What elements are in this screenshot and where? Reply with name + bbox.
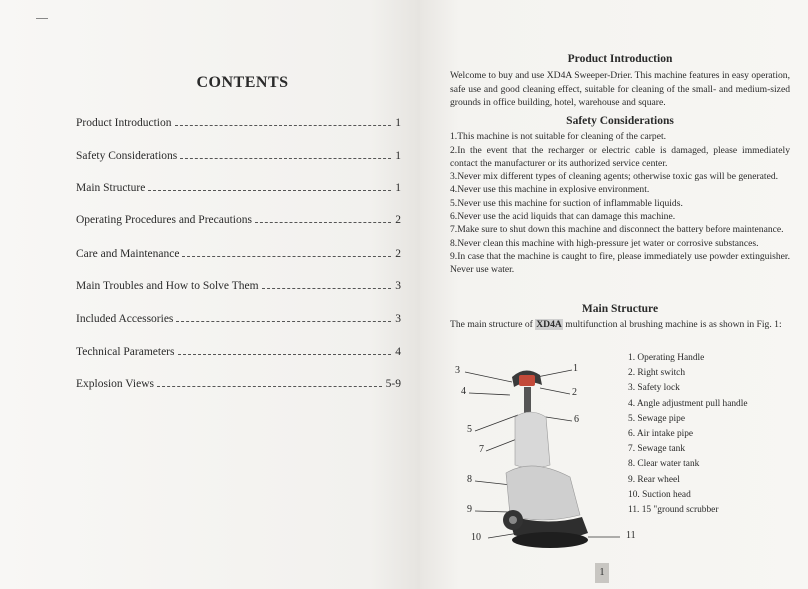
toc-page: 2 <box>395 214 401 226</box>
toc-row[interactable] <box>76 248 401 260</box>
parts-item: 1. Operating Handle <box>628 353 705 363</box>
toc-row[interactable] <box>76 280 401 292</box>
callout-1: 1 <box>573 363 578 374</box>
callout-11: 11 <box>626 530 636 541</box>
toc-page: 1 <box>395 150 401 162</box>
toc-row[interactable] <box>76 117 401 129</box>
toc-page: 4 <box>395 346 401 358</box>
leader-line-6 <box>546 417 572 421</box>
structure-text-post: multifunction al brushing machine is as shown in Fig. 1: <box>562 319 782 331</box>
toc-leader <box>175 125 392 126</box>
parts-item: 7. Sewage tank <box>628 444 686 455</box>
toc-row[interactable] <box>76 182 401 194</box>
toc-leader <box>148 190 391 191</box>
toc-leader <box>262 288 392 289</box>
callout-7: 7 <box>479 444 484 455</box>
toc-page: 1 <box>395 117 401 129</box>
callout-2: 2 <box>572 387 577 398</box>
parts-item: 10. Suction head <box>628 489 691 500</box>
callout-5: 5 <box>467 424 472 435</box>
callout-6: 6 <box>574 414 579 425</box>
callout-3: 3 <box>455 365 460 376</box>
toc-label: Technical Parameters <box>76 346 175 358</box>
page-number: 1 <box>595 563 609 583</box>
toc-label: Operating Procedures and Precautions <box>76 214 252 226</box>
ground-scrubber <box>512 532 588 548</box>
toc-leader <box>157 386 382 387</box>
section-heading: Main Structure <box>581 303 659 315</box>
toc-row[interactable] <box>76 214 401 226</box>
toc-label: Product Introduction <box>76 117 172 129</box>
toc-row[interactable] <box>76 346 401 358</box>
parts-item: 8. Clear water tank <box>628 459 700 470</box>
toc-leader <box>182 256 391 257</box>
safety-item: 2.In the event that the recharger or electric cable is damaged, please immediately contact the manufacturer or its authorized service center. <box>450 144 790 169</box>
structure-paragraph <box>450 318 790 331</box>
toc-page: 1 <box>395 182 401 194</box>
model-label: XD4A <box>536 319 562 331</box>
section-heading: Product Introduction <box>567 53 673 65</box>
parts-item: 9. Rear wheel <box>628 474 680 485</box>
leader-line-5 <box>475 415 518 431</box>
safety-item: 9.In case that the machine is caught to fire, please immediately use powder extinguisher. Never use water. <box>450 250 790 276</box>
leader-line-1 <box>537 370 572 377</box>
right-page <box>420 0 808 589</box>
toc-page: 2 <box>395 248 401 260</box>
section-heading: Safety Considerations <box>566 115 674 127</box>
safety-item: 1.This machine is not suitable for cleaning of the carpet. <box>450 131 667 143</box>
callout-9: 9 <box>467 504 472 515</box>
callout-10: 10 <box>471 532 481 543</box>
toc-leader <box>255 222 391 223</box>
safety-item: 6.Never use the acid liquids that can damage this machine. <box>450 211 676 223</box>
parts-item: 11. 15 "ground scrubber <box>628 505 719 516</box>
safety-item: 8.Never clean this machine with high-pressure jet water or corrosive substances. <box>450 237 759 249</box>
parts-item: 6. Air intake pipe <box>628 429 694 440</box>
toc-leader <box>180 158 391 159</box>
safety-item: 3.Never mix different types of cleaning agents; otherwise toxic gas will be generated. <box>450 171 779 183</box>
parts-item: 5. Sewage pipe <box>628 413 686 424</box>
toc-label: Included Accessories <box>76 313 174 325</box>
safety-section <box>450 115 790 277</box>
control-panel <box>519 375 535 386</box>
product-introduction-section <box>450 53 790 109</box>
safety-item: 4.Never use this machine in explosive environment. <box>450 184 650 196</box>
safety-item: 5.Never use this machine for suction of inflammable liquids. <box>450 197 683 209</box>
leader-line-9 <box>475 511 510 512</box>
toc-leader <box>178 354 392 355</box>
toc-row[interactable] <box>76 378 401 390</box>
parts-item: 2. Right switch <box>628 368 686 379</box>
toc-leader <box>176 321 391 322</box>
intro-paragraph: Welcome to buy and use XD4A Sweeper-Drier. This machine features in easy operation, safe use and good cleaning effect, suitable for cleaning of the small- and medium-sized grounds in office building, hotel, warehouse and square. <box>450 70 790 108</box>
parts-item: 3. Safety lock <box>628 383 680 394</box>
toc-row[interactable] <box>76 150 401 162</box>
sewage-tank <box>515 412 550 468</box>
contents-title: CONTENTS <box>196 74 289 91</box>
leader-line-2 <box>540 388 570 394</box>
callout-8: 8 <box>467 474 472 485</box>
safety-item: 7.Make sure to shut down this machine and disconnect the battery before maintenance. <box>450 224 784 236</box>
leader-line-3 <box>465 372 512 382</box>
toc-label: Care and Maintenance <box>76 248 180 260</box>
callout-4: 4 <box>461 386 466 397</box>
leader-line-4 <box>469 393 510 395</box>
toc-page: 3 <box>395 313 401 325</box>
toc-label: Main Structure <box>76 182 146 194</box>
structure-text-pre: The main structure of <box>450 319 536 331</box>
parts-list <box>628 351 748 518</box>
toc-row[interactable] <box>76 313 401 325</box>
crop-mark <box>36 18 48 19</box>
toc-label: Main Troubles and How to Solve Them <box>76 280 259 292</box>
toc-page: 5-9 <box>385 378 401 390</box>
machine-figure <box>420 355 640 555</box>
parts-item: 4. Angle adjustment pull handle <box>628 398 748 409</box>
toc-page: 3 <box>395 280 401 292</box>
main-structure-section <box>450 303 790 332</box>
toc-label: Explosion Views <box>76 378 155 390</box>
toc-label: Safety Considerations <box>76 150 178 162</box>
